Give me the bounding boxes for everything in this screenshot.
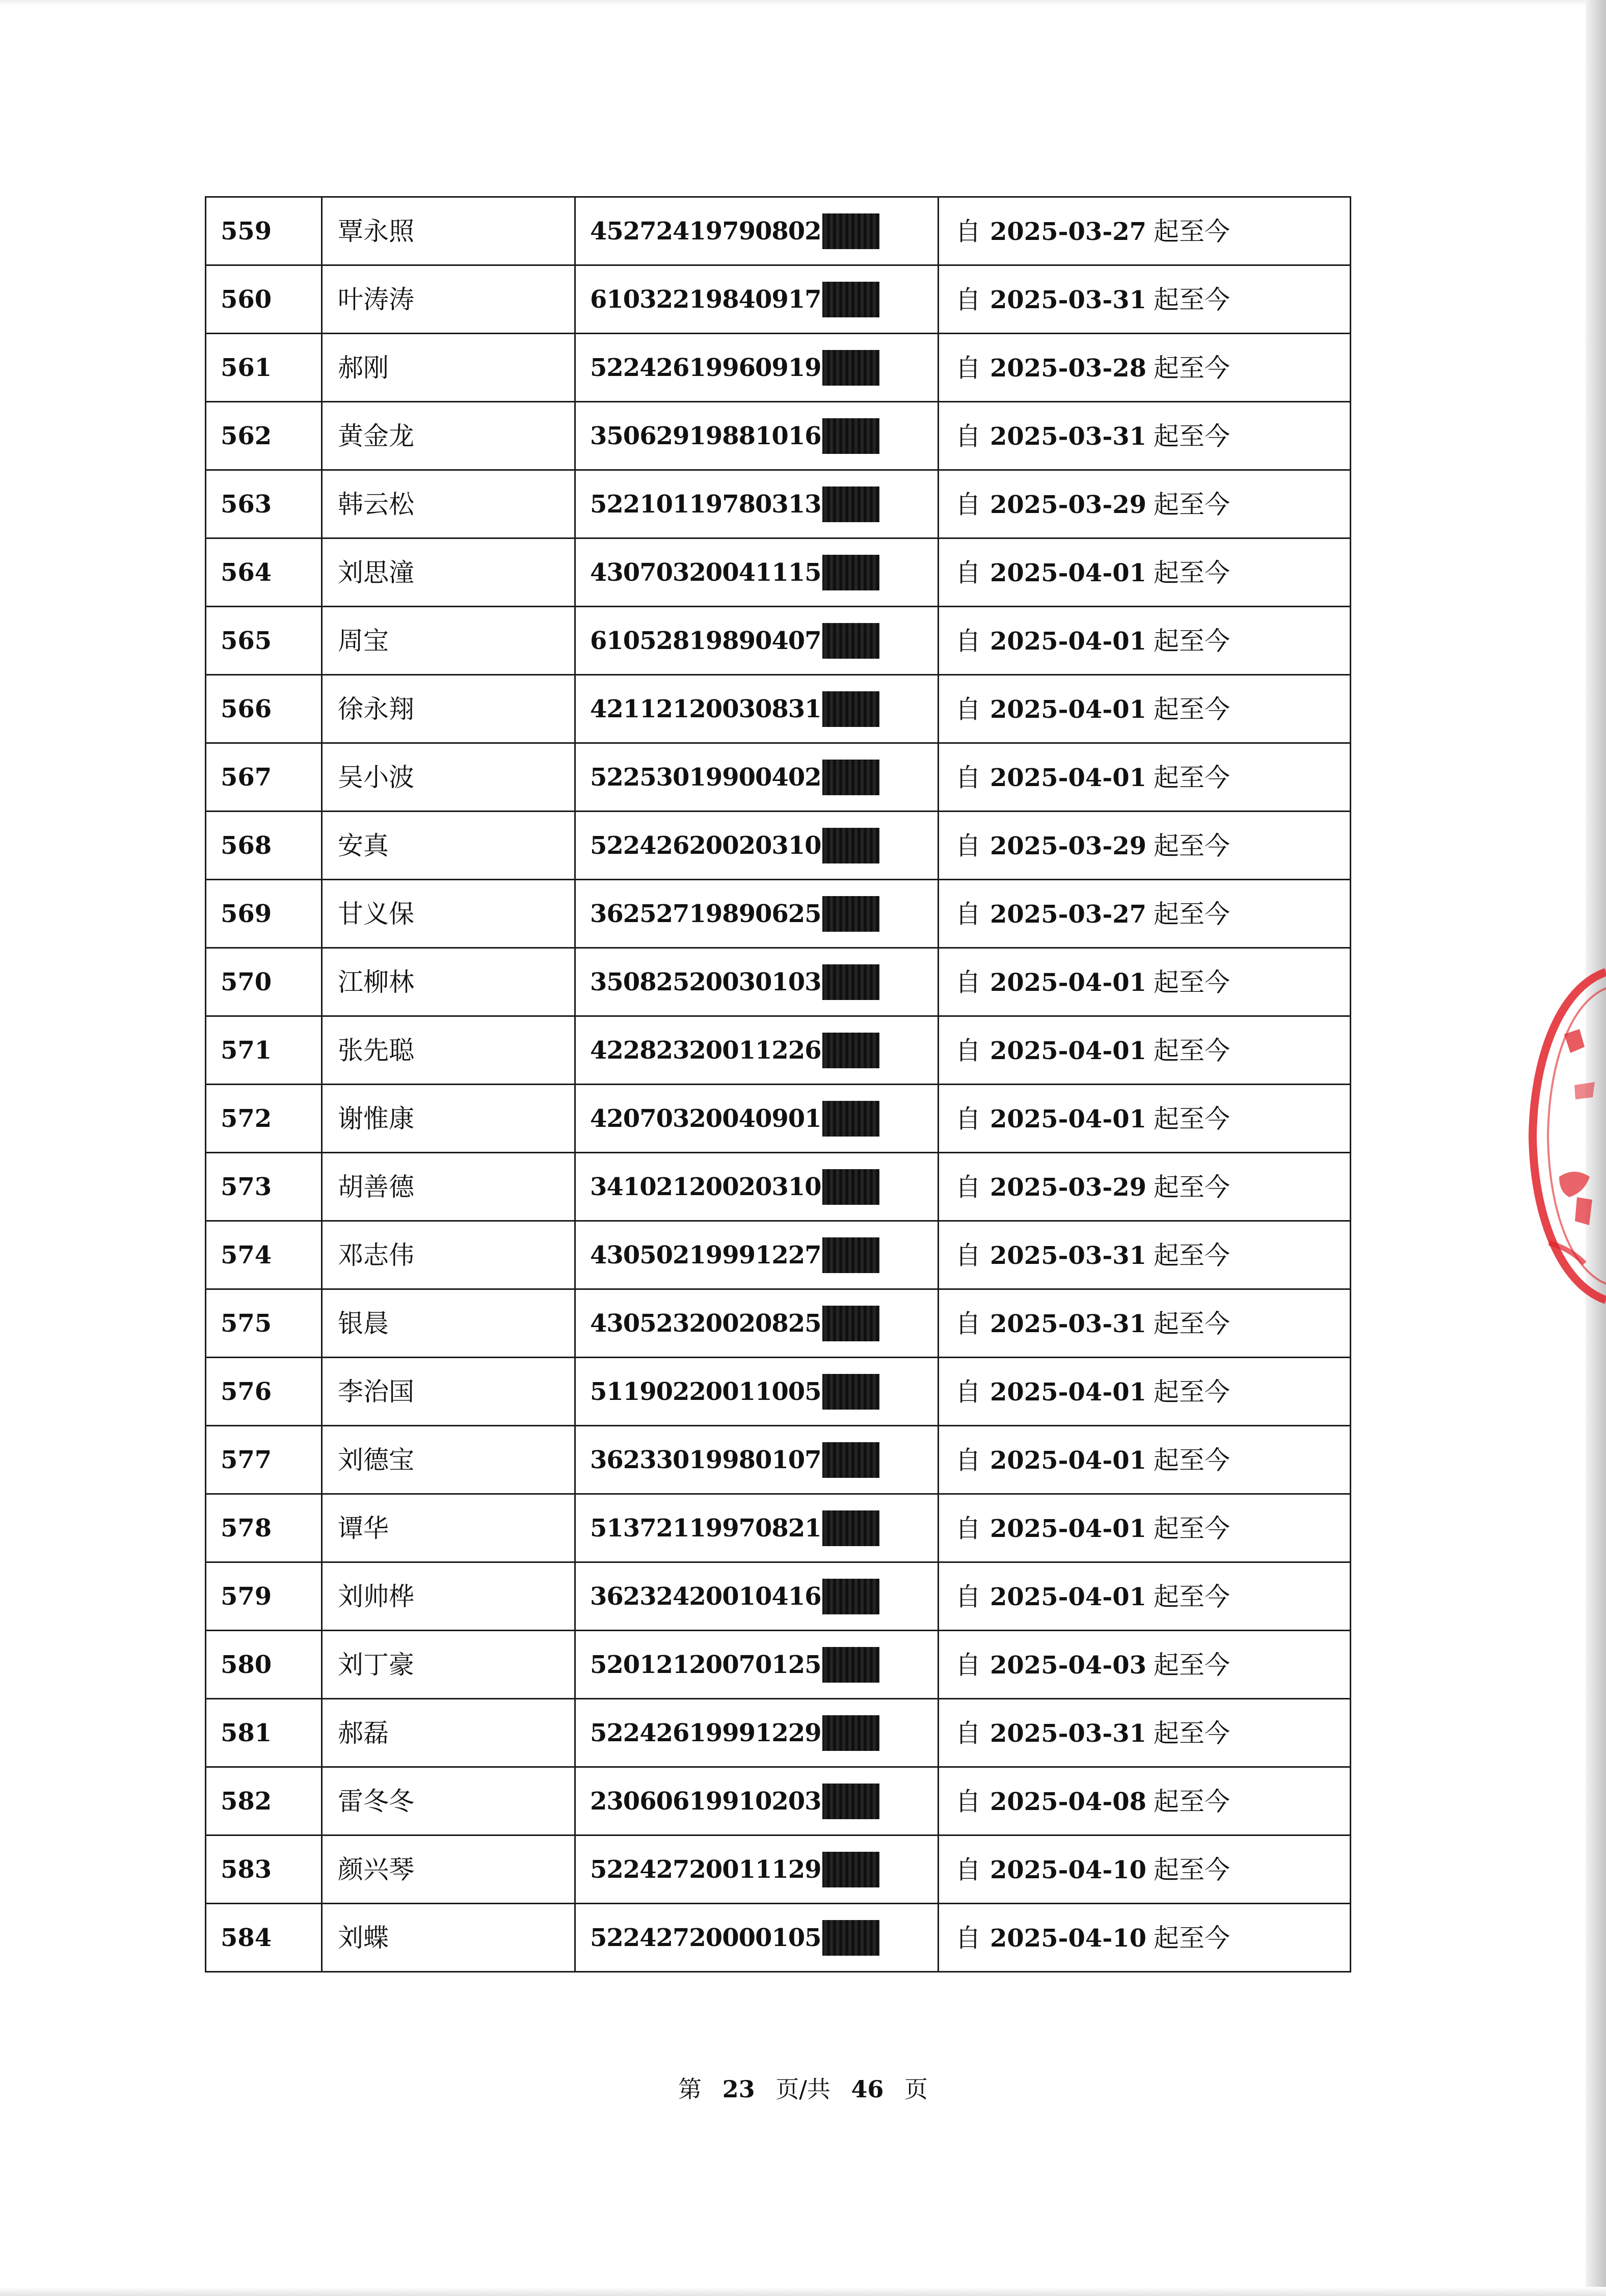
period-prefix: 自 (955, 1036, 981, 1066)
period-cell (939, 1835, 1351, 1904)
period-prefix: 自 (955, 558, 981, 588)
person-name: 韩云松 (322, 470, 575, 538)
id-number-visible: 35082520030103 (590, 967, 821, 996)
records-table (205, 196, 1351, 1973)
row-number: 564 (206, 538, 322, 607)
id-number-cell (575, 470, 939, 538)
id-number-visible: 61032219840917 (590, 285, 821, 314)
id-number-cell (575, 1631, 939, 1699)
redaction-block (822, 1442, 879, 1478)
id-number-cell (575, 197, 939, 265)
redaction-block (822, 1306, 879, 1341)
period-prefix: 自 (955, 626, 981, 656)
redaction-block (822, 964, 879, 1000)
id-number-cell (575, 1085, 939, 1153)
period-prefix: 自 (955, 421, 981, 451)
row-number: 566 (206, 675, 322, 743)
person-name: 银晨 (322, 1289, 575, 1358)
scan-top-edge (0, 0, 1606, 5)
id-number-visible: 61052819890407 (590, 626, 821, 655)
redaction-block (822, 1237, 879, 1273)
id-number-cell (575, 743, 939, 812)
id-number-cell (575, 1562, 939, 1631)
table-row (206, 334, 1351, 402)
id-number-visible: 42282320011226 (590, 1036, 821, 1065)
redaction-block (822, 1715, 879, 1751)
id-number-visible: 36252719890625 (590, 899, 821, 928)
period-cell (939, 470, 1351, 538)
row-number: 563 (206, 470, 322, 538)
table-row (206, 1426, 1351, 1494)
table-row (206, 743, 1351, 812)
id-number-visible: 42070320040901 (590, 1104, 821, 1133)
footer-middle: 页/共 (775, 2075, 831, 2103)
id-number-visible: 52242619991229 (590, 1718, 821, 1747)
records-body (206, 197, 1351, 1972)
table-row (206, 1358, 1351, 1426)
redaction-block (822, 760, 879, 795)
period-start-date: 2025-04-01 (990, 627, 1147, 656)
id-number-cell (575, 1835, 939, 1904)
period-start-date: 2025-04-01 (990, 968, 1147, 997)
period-suffix: 起至今 (1154, 558, 1230, 588)
period-start-date: 2025-04-10 (990, 1855, 1147, 1884)
id-number-visible: 52242720011129 (590, 1855, 821, 1884)
id-number-cell (575, 334, 939, 402)
redaction-block (822, 1033, 879, 1068)
id-number-visible: 45272419790802 (590, 217, 821, 246)
row-number: 574 (206, 1221, 322, 1289)
red-seal-stamp (1529, 958, 1606, 1314)
row-number: 579 (206, 1562, 322, 1631)
period-cell (939, 1153, 1351, 1221)
period-start-date: 2025-04-01 (990, 1514, 1147, 1543)
period-cell (939, 1904, 1351, 1972)
redaction-block (822, 1510, 879, 1546)
period-suffix: 起至今 (1154, 1718, 1230, 1748)
person-name: 刘思潼 (322, 538, 575, 607)
id-number-visible: 51372119970821 (590, 1514, 821, 1543)
row-number: 571 (206, 1016, 322, 1085)
id-number-cell (575, 1426, 939, 1494)
period-prefix: 自 (955, 490, 981, 520)
period-start-date: 2025-04-01 (990, 1104, 1147, 1133)
row-number: 575 (206, 1289, 322, 1358)
table-row (206, 1562, 1351, 1631)
period-suffix: 起至今 (1154, 1104, 1230, 1134)
redaction-block (822, 350, 879, 386)
scan-bottom-edge (0, 2287, 1606, 2296)
id-number-cell (575, 1153, 939, 1221)
person-name: 颜兴琴 (322, 1835, 575, 1904)
page-footer (0, 2071, 1606, 2104)
period-start-date: 2025-03-31 (990, 1241, 1147, 1270)
row-number: 582 (206, 1767, 322, 1835)
table-row (206, 265, 1351, 334)
id-number-cell (575, 265, 939, 334)
period-cell (939, 743, 1351, 812)
period-suffix: 起至今 (1154, 967, 1230, 997)
period-cell (939, 812, 1351, 880)
period-suffix: 起至今 (1154, 1036, 1230, 1066)
id-number-visible: 23060619910203 (590, 1787, 821, 1816)
redaction-block (822, 282, 879, 317)
row-number: 576 (206, 1358, 322, 1426)
period-start-date: 2025-04-01 (990, 763, 1147, 792)
table-row (206, 1289, 1351, 1358)
period-suffix: 起至今 (1154, 1514, 1230, 1544)
id-number-cell (575, 1494, 939, 1562)
person-name: 郝磊 (322, 1699, 575, 1767)
period-suffix: 起至今 (1154, 899, 1230, 929)
period-suffix: 起至今 (1154, 1240, 1230, 1271)
row-number: 584 (206, 1904, 322, 1972)
row-number: 567 (206, 743, 322, 812)
table-row (206, 402, 1351, 470)
period-cell (939, 1289, 1351, 1358)
table-row (206, 1016, 1351, 1085)
period-suffix: 起至今 (1154, 421, 1230, 451)
period-cell (939, 334, 1351, 402)
redaction-block (822, 1374, 879, 1410)
row-number: 568 (206, 812, 322, 880)
period-start-date: 2025-03-29 (990, 831, 1147, 860)
table-row (206, 1767, 1351, 1835)
table-row (206, 1699, 1351, 1767)
person-name: 李治国 (322, 1358, 575, 1426)
table-row (206, 948, 1351, 1016)
id-number-visible: 52253019900402 (590, 763, 821, 792)
person-name: 邓志伟 (322, 1221, 575, 1289)
period-start-date: 2025-04-01 (990, 1036, 1147, 1065)
id-number-visible: 43052320020825 (590, 1309, 821, 1338)
person-name: 郝刚 (322, 334, 575, 402)
period-prefix: 自 (955, 285, 981, 315)
redaction-block (822, 213, 879, 249)
person-name: 雷冬冬 (322, 1767, 575, 1835)
table-row (206, 1153, 1351, 1221)
period-suffix: 起至今 (1154, 1445, 1230, 1475)
period-start-date: 2025-04-01 (990, 1377, 1147, 1407)
period-prefix: 自 (955, 694, 981, 724)
redaction-block (822, 828, 879, 863)
person-name: 谢惟康 (322, 1085, 575, 1153)
id-number-visible: 52242720000105 (590, 1923, 821, 1952)
row-number: 580 (206, 1631, 322, 1699)
person-name: 张先聪 (322, 1016, 575, 1085)
period-start-date: 2025-03-31 (990, 422, 1147, 451)
redaction-block (822, 1101, 879, 1137)
period-start-date: 2025-03-31 (990, 1309, 1147, 1338)
period-start-date: 2025-03-31 (990, 1719, 1147, 1748)
period-cell (939, 1085, 1351, 1153)
period-suffix: 起至今 (1154, 1172, 1230, 1202)
table-row (206, 812, 1351, 880)
period-suffix: 起至今 (1154, 217, 1230, 247)
period-cell (939, 1426, 1351, 1494)
id-number-cell (575, 1221, 939, 1289)
row-number: 570 (206, 948, 322, 1016)
period-cell (939, 1221, 1351, 1289)
table-row (206, 1085, 1351, 1153)
period-cell (939, 1016, 1351, 1085)
period-cell (939, 1358, 1351, 1426)
id-number-cell (575, 538, 939, 607)
footer-suffix: 页 (904, 2075, 928, 2103)
id-number-cell (575, 880, 939, 948)
redaction-block (822, 418, 879, 454)
table-row (206, 1904, 1351, 1972)
period-cell (939, 948, 1351, 1016)
period-suffix: 起至今 (1154, 1855, 1230, 1885)
redaction-block (822, 487, 879, 522)
person-name: 徐永翔 (322, 675, 575, 743)
period-start-date: 2025-04-08 (990, 1787, 1147, 1816)
period-cell (939, 402, 1351, 470)
period-start-date: 2025-04-01 (990, 1582, 1147, 1611)
period-prefix: 自 (955, 1445, 981, 1475)
id-number-cell (575, 402, 939, 470)
id-number-cell (575, 1016, 939, 1085)
row-number: 577 (206, 1426, 322, 1494)
id-number-visible: 34102120020310 (590, 1172, 821, 1201)
period-prefix: 自 (955, 899, 981, 929)
period-cell (939, 197, 1351, 265)
id-number-cell (575, 607, 939, 675)
period-suffix: 起至今 (1154, 626, 1230, 656)
period-start-date: 2025-04-01 (990, 558, 1147, 587)
person-name: 吴小波 (322, 743, 575, 812)
period-start-date: 2025-03-27 (990, 900, 1147, 929)
period-suffix: 起至今 (1154, 1377, 1230, 1407)
table-row (206, 1631, 1351, 1699)
person-name: 谭华 (322, 1494, 575, 1562)
id-number-visible: 42112120030831 (590, 694, 821, 723)
period-start-date: 2025-04-10 (990, 1924, 1147, 1953)
person-name: 江柳林 (322, 948, 575, 1016)
period-prefix: 自 (955, 1787, 981, 1817)
period-suffix: 起至今 (1154, 1309, 1230, 1339)
table-row (206, 538, 1351, 607)
period-cell (939, 538, 1351, 607)
period-prefix: 自 (955, 763, 981, 793)
footer-prefix: 第 (678, 2075, 702, 2103)
id-number-visible: 52242619960919 (590, 353, 821, 382)
period-start-date: 2025-03-29 (990, 1173, 1147, 1202)
table-row (206, 1494, 1351, 1562)
row-number: 560 (206, 265, 322, 334)
table-row (206, 607, 1351, 675)
period-cell (939, 675, 1351, 743)
period-start-date: 2025-03-29 (990, 490, 1147, 519)
table-row (206, 1835, 1351, 1904)
id-number-visible: 52242620020310 (590, 831, 821, 860)
redaction-block (822, 623, 879, 659)
period-start-date: 2025-03-27 (990, 217, 1147, 246)
period-suffix: 起至今 (1154, 694, 1230, 724)
redaction-block (822, 1852, 879, 1887)
period-cell (939, 607, 1351, 675)
period-prefix: 自 (955, 1582, 981, 1612)
person-name: 甘义保 (322, 880, 575, 948)
redaction-block (822, 1920, 879, 1956)
period-start-date: 2025-04-01 (990, 1446, 1147, 1475)
row-number: 569 (206, 880, 322, 948)
id-number-cell (575, 948, 939, 1016)
person-name: 刘丁豪 (322, 1631, 575, 1699)
period-start-date: 2025-03-28 (990, 354, 1147, 383)
person-name: 刘蝶 (322, 1904, 575, 1972)
period-prefix: 自 (955, 1240, 981, 1271)
table-row (206, 197, 1351, 265)
period-prefix: 自 (955, 1923, 981, 1953)
id-number-cell (575, 1358, 939, 1426)
period-prefix: 自 (955, 1172, 981, 1202)
period-cell (939, 1562, 1351, 1631)
id-number-cell (575, 1767, 939, 1835)
period-cell (939, 265, 1351, 334)
period-suffix: 起至今 (1154, 831, 1230, 861)
period-suffix: 起至今 (1154, 353, 1230, 383)
id-number-cell (575, 675, 939, 743)
period-suffix: 起至今 (1154, 1787, 1230, 1817)
person-name: 胡善德 (322, 1153, 575, 1221)
redaction-block (822, 1579, 879, 1614)
period-suffix: 起至今 (1154, 1582, 1230, 1612)
table-row (206, 880, 1351, 948)
id-number-visible: 43050219991227 (590, 1240, 821, 1269)
id-number-visible: 36232420010416 (590, 1582, 821, 1611)
period-suffix: 起至今 (1154, 490, 1230, 520)
period-prefix: 自 (955, 1650, 981, 1680)
period-cell (939, 1494, 1351, 1562)
period-prefix: 自 (955, 1104, 981, 1134)
period-cell (939, 1767, 1351, 1835)
person-name: 叶涛涛 (322, 265, 575, 334)
period-prefix: 自 (955, 1309, 981, 1339)
id-number-visible: 36233019980107 (590, 1445, 821, 1474)
period-prefix: 自 (955, 1514, 981, 1544)
id-number-visible: 52210119780313 (590, 490, 821, 519)
id-number-cell (575, 812, 939, 880)
id-number-visible: 51190220011005 (590, 1377, 821, 1406)
period-suffix: 起至今 (1154, 285, 1230, 315)
redaction-block (822, 1647, 879, 1683)
person-name: 覃永照 (322, 197, 575, 265)
row-number: 561 (206, 334, 322, 402)
row-number: 581 (206, 1699, 322, 1767)
period-cell (939, 880, 1351, 948)
period-prefix: 自 (955, 967, 981, 997)
period-start-date: 2025-03-31 (990, 285, 1147, 314)
period-cell (939, 1699, 1351, 1767)
table-row (206, 1221, 1351, 1289)
redaction-block (822, 691, 879, 727)
id-number-visible: 52012120070125 (590, 1650, 821, 1679)
redaction-block (822, 896, 879, 932)
period-prefix: 自 (955, 1718, 981, 1748)
table-row (206, 675, 1351, 743)
footer-page-number: 23 (722, 2075, 755, 2103)
id-number-cell (575, 1699, 939, 1767)
period-start-date: 2025-04-01 (990, 695, 1147, 724)
redaction-block (822, 1784, 879, 1819)
row-number: 562 (206, 402, 322, 470)
person-name: 黄金龙 (322, 402, 575, 470)
person-name: 刘德宝 (322, 1426, 575, 1494)
row-number: 583 (206, 1835, 322, 1904)
period-suffix: 起至今 (1154, 1923, 1230, 1953)
period-suffix: 起至今 (1154, 763, 1230, 793)
row-number: 573 (206, 1153, 322, 1221)
person-name: 刘帅桦 (322, 1562, 575, 1631)
person-name: 安真 (322, 812, 575, 880)
redaction-block (822, 1169, 879, 1205)
period-prefix: 自 (955, 831, 981, 861)
row-number: 572 (206, 1085, 322, 1153)
person-name: 周宝 (322, 607, 575, 675)
row-number: 565 (206, 607, 322, 675)
period-prefix: 自 (955, 1377, 981, 1407)
footer-total-pages: 46 (851, 2075, 884, 2103)
table-row (206, 470, 1351, 538)
row-number: 578 (206, 1494, 322, 1562)
period-suffix: 起至今 (1154, 1650, 1230, 1680)
period-start-date: 2025-04-03 (990, 1651, 1147, 1680)
id-number-visible: 35062919881016 (590, 421, 821, 450)
period-prefix: 自 (955, 1855, 981, 1885)
row-number: 559 (206, 197, 322, 265)
id-number-cell (575, 1289, 939, 1358)
redaction-block (822, 555, 879, 590)
period-cell (939, 1631, 1351, 1699)
period-prefix: 自 (955, 217, 981, 247)
id-number-visible: 43070320041115 (590, 558, 821, 587)
id-number-cell (575, 1904, 939, 1972)
period-prefix: 自 (955, 353, 981, 383)
